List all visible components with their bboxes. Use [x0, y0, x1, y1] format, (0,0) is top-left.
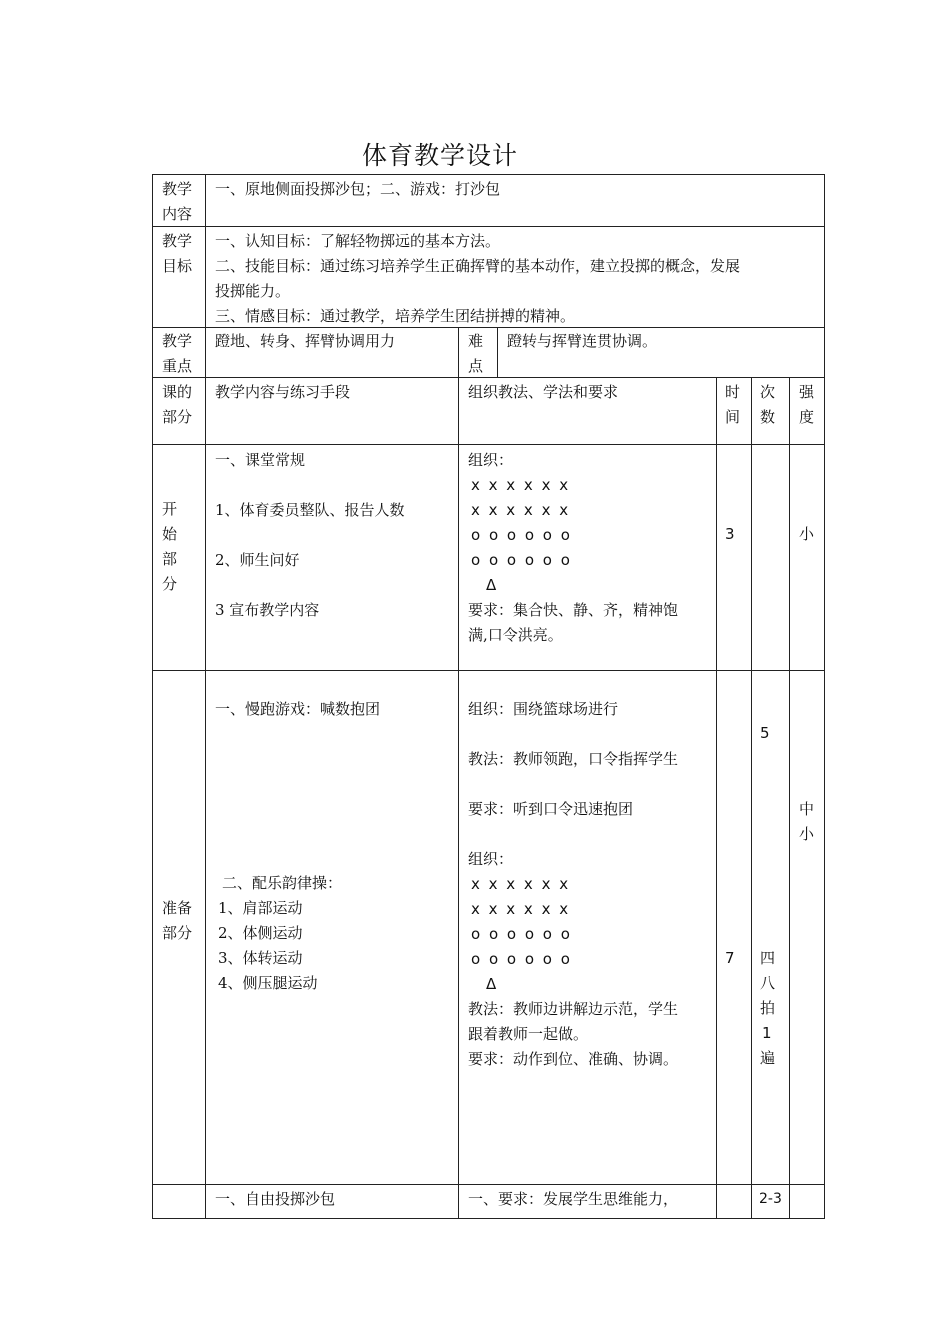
key-text: 蹬地、转身、挥臂协调用力 [215, 332, 396, 350]
prep-part-label: 准备 部分 [162, 899, 193, 942]
header-part: 课的 部分 [162, 383, 193, 426]
page-title: 体育教学设计 [362, 141, 519, 170]
header-intensity: 强 度 [799, 383, 815, 426]
last-org: 一、要求：发展学生思维能力， [468, 1190, 679, 1208]
start-intensity: 小 [799, 525, 815, 543]
prep-intensity: 中 小 [799, 800, 815, 843]
prep-count-b: 四 八 拍 1 遍 [760, 949, 776, 1067]
start-content: 一、课堂常规 1、体育委员整队、报告人数 2、师生问好 3 宣布教学内容 [215, 451, 405, 619]
start-org: 组织： x x x x x x x x x x x x o o o o o o o o o o o o Δ 要求：集合快、静、齐，精神饱 满,口令洪亮。 [468, 451, 679, 644]
difficulty-label: 难 点 [468, 332, 484, 375]
content-text: 一、原地侧面投掷沙包；二、游戏：打沙包 [215, 180, 501, 198]
start-time: 3 [725, 525, 737, 543]
content-label: 教学 内容 [162, 180, 193, 223]
key-label: 教学 重点 [162, 332, 193, 375]
prep-content-b: 二、配乐韵律操： 1、肩部运动 2、体侧运动 3、体转运动 4、侧压腿运动 [218, 874, 343, 992]
difficulty-text: 蹬转与挥臂连贯协调。 [507, 332, 658, 350]
last-content: 一、自由投掷沙包 [215, 1190, 336, 1208]
start-part-label: 开 始 部 分 [162, 500, 178, 593]
prep-content-a: 一、慢跑游戏：喊数抱团 [215, 700, 381, 718]
header-content: 教学内容与练习手段 [215, 383, 351, 401]
goals-label: 教学 目标 [162, 232, 193, 275]
header-time: 时 间 [725, 383, 741, 426]
prep-org: 组织：围绕篮球场进行 教法：教师领跑，口令指挥学生 要求：听到口令迅速抱团 组织： x x x x x x x x x x x x o o o o o o o o o o o o Δ 教法：教师边讲解边示范，学生 跟着教师一起做。 要求：动作到位、准确、协调。 [468, 700, 679, 1068]
last-count: 2-3 [759, 1191, 782, 1207]
prep-time: 7 [725, 949, 737, 967]
header-count: 次 数 [760, 383, 776, 426]
prep-count-a: 5 [760, 724, 772, 742]
header-org: 组织教法、学法和要求 [468, 383, 619, 401]
goals-text: 一、认知目标：了解轻物掷远的基本方法。 二、技能目标：通过练习培养学生正确挥臂的基本动作，建立投掷的概念，发展 投掷能力。 三、情感目标：通过教学，培养学生团结拼搏的精神。 [215, 232, 741, 325]
